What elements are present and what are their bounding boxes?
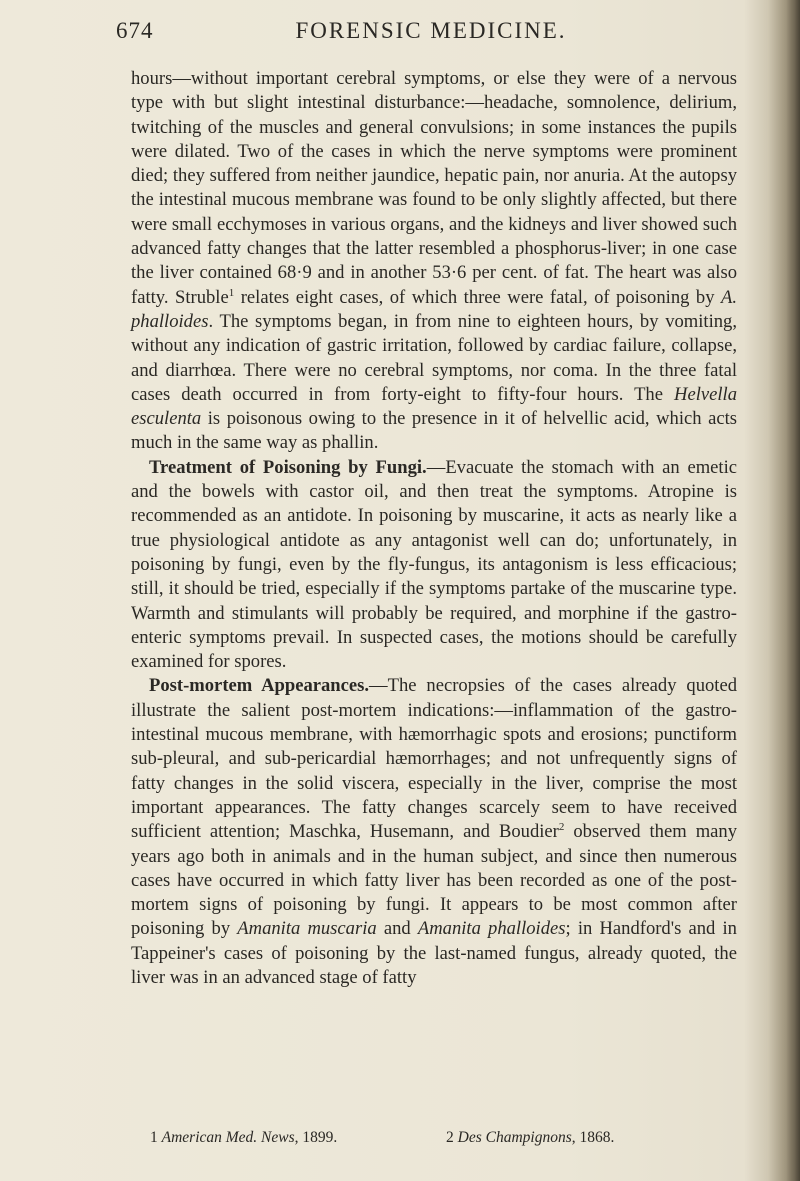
paragraph-symptoms: hours—without important cerebral symptoms, or else they were of a nervous type with but slight intestinal disturbance:—headache, somnolence, delirium, twitching of the muscles and general convulsions; in some instances the pupils were dilated. Two of the cases in which the nerve symptoms were prominent died; they suffered from neither jaundice, hepatic pain, nor anuria. At the autopsy the intestinal mucous membrane was found to be only slightly affected, but there were small ecchymoses in various organs, and the kidneys and liver showed such advanced fatty changes that the latter resembled a phosphorus-liver; in one case the liver contained 68·9 and in another 53·6 per cent. of fat. The heart was also fatty. Struble$^1$ relates eight cases, of which three were fatal, of poisoning by A. phalloides. The symptoms began, in from nine to eighteen hours, by vomiting, without any indication of gastric irritation, followed by cardiac failure, collapse, and diarrhœa. There were no cerebral symptoms, nor coma. In the three fatal cases death occurred in from forty-eight to fifty-four hours. The Helvella esculenta is poisonous owing to the presence in it of helvellic acid, which acts much in the same way as phallin. — [131, 68, 737, 454]
footnote-ref-2: 2 — [558, 821, 565, 834]
section-heading-post-mortem: Post-mortem Appearances. — [149, 675, 370, 697]
footnote-2: 2 Des Champignons, 1868. — [446, 1129, 615, 1146]
section-heading-treatment: Treatment of Poisoning by Fungi. — [149, 456, 427, 478]
page-edge-shadow — [786, 0, 800, 1181]
running-head — [116, 14, 746, 54]
species-name: A. phalloides — [131, 286, 737, 332]
running-title: FORENSIC MEDICINE. — [295, 18, 567, 43]
paragraph-treatment: Treatment of Poisoning by Fungi.—Evacuate the stomach with an emetic and the bowels with castor oil, and then treat the symptoms. Atropine is recommended as an antidote. In poisoning by muscarine, it acts as nearly like a true physiological antidote as any antagonist well can do; unfortunately, in poisoning by fungi, even by the fly-fungus, its antagonism is less efficacious; still, it should be tried, especially if the symptoms partake of the muscarine type. Warmth and stimulants will probably be required, and morphine if the gastro-enteric symptoms prevail. In suspected cases, the motions should be carefully examined for spores. — [131, 456, 737, 673]
paragraph-post-mortem: Post-mortem Appearances.—The necropsies of the cases already quoted illustrate the salient post-mortem indications:—inflammation of the gastro-intestinal mucous membrane, with hæmorrhagic spots and erosions; punctiform sub-pleural, and sub-pericardial hæmorrhages; and not unfrequently signs of fatty changes in the solid viscera, especially in the liver, comprise the most important appearances. The fatty changes scarcely seem to have received sufficient attention; Maschka, Husemann, and Boudier$^2$ observed them many years ago both in animals and in the human subject, and since then numerous cases have occurred in which fatty liver has been recorded as one of the post-mortem signs of poisoning by fungi. It appears to be most common after poisoning by Amanita muscaria and Amanita phalloides; in Handford's and in Tappeiner's cases of poisoning by the last-named fungus, already quoted, the liver was in an advanced stage of fatty — [131, 675, 738, 988]
species-name: Helvella esculenta — [131, 383, 737, 430]
body-text — [131, 67, 737, 990]
footnote-1: 1 American Med. News, 1899. — [150, 1129, 338, 1146]
species-name: Amanita phalloides — [417, 918, 566, 940]
page-number: 674 — [116, 18, 154, 43]
footnote-ref-1: 1 — [228, 286, 235, 299]
species-name: Amanita muscaria — [237, 918, 377, 940]
